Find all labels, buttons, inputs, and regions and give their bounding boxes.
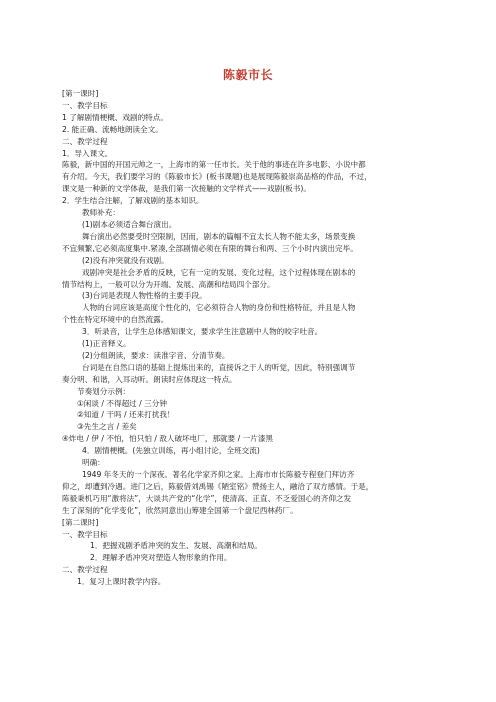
- text-line: 2. 能正确、流畅地朗读全文。: [62, 124, 163, 134]
- text-line: 生了深刻的“化学变化”，欣然同意出山筹建全国第一个盘尼西林药厂。: [62, 505, 298, 515]
- text-line: 2．学生结合注解，了解戏剧的基本知识。: [62, 196, 204, 206]
- text-line: ①闲谈 / 不得超过 / 三分钟: [77, 398, 167, 408]
- text-line: 二、教学过程: [62, 565, 108, 575]
- text-line: 情节结构上，一般可以分为开端、发展、高潮和结局四个部分。: [62, 279, 275, 289]
- text-line: 有介绍。今天，我们要学习的《陈毅市长》(板书课题)也是展现陈毅崇高品格的作品，不过，: [62, 172, 372, 182]
- text-line: ③先生之言 / 差矣: [77, 422, 137, 432]
- text-line: 2．理解矛盾冲突对塑造人物形象的作用。: [90, 553, 232, 563]
- document-body: [62, 88, 438, 588]
- text-line: 个性在特定环境中的自然流露。: [62, 315, 169, 325]
- text-line: 3．听录音，让学生总体感知课文，要求学生注意剧中人物的咬字吐音。: [82, 327, 323, 337]
- text-line: 人物的台词应该是高度个性化的，它必须符合人物的身份和性格特征，并且是人物: [82, 303, 356, 313]
- text-line: 奏分明、和谐，入耳动听。朗读时应体现这一特点。: [62, 374, 237, 384]
- text-line: 一、教学目标: [62, 100, 108, 110]
- text-line: 台词是在自然口语的基础上提炼出来的，直接诉之于人的听觉，因此，特别强调节: [82, 362, 356, 372]
- text-line: 舞台演出必然要受时空限制，因而，剧本的篇幅不宜太长人物不能太多，场景变换: [82, 231, 356, 241]
- text-line: (1)剧本必须适合舞台演出。: [82, 219, 177, 229]
- text-line: 1．复习上课时教学内容。: [77, 577, 166, 587]
- text-line: (2)没有冲突就没有戏剧。: [82, 255, 169, 265]
- text-line: 二、教学过程: [62, 136, 108, 146]
- text-line: 一、教学目标: [62, 529, 108, 539]
- text-line: ②知道 / 干吗 / 还来打扰我！: [77, 410, 175, 420]
- text-line: 教师补充：: [82, 208, 120, 218]
- text-line: 陈毅，新中国的开国元帅之一，上海市的第一任市长。关于他的事迹在许多电影、小说中都: [62, 160, 366, 170]
- text-line: 戏剧冲突是社会矛盾的反映，它有一定的发展、变化过程，这个过程体现在剧本的: [82, 267, 356, 277]
- text-line: 明确：: [82, 458, 105, 468]
- text-line: (3)台词是表现人物性格的主要手段。: [82, 291, 207, 301]
- text-line: 4．剧情梗概。(先独立训练，再小组讨论，全班交流): [82, 446, 260, 456]
- text-line: [第一课时]: [62, 89, 99, 98]
- text-line: 不宜频繁,它必须高度集中.紧凑,全部剧情必须在有限的舞台和两、三个小时内演出完毕。: [62, 243, 358, 253]
- text-line: 1．把握戏剧矛盾冲突的发生、发展、高潮和结局。: [90, 541, 262, 551]
- text-line: 1 了解剧情梗概、戏剧的特点。: [62, 112, 168, 122]
- page-title: 陈毅市长: [222, 68, 273, 82]
- text-line: 课文是一种新的文学体裁，是我们第一次接触的文学样式——戏剧(板书)。: [62, 184, 311, 194]
- text-line: 1．导入课文。: [62, 148, 113, 158]
- text-line: 1949 年冬天的一个深夜。著名化学家齐仰之家。上海市市长陈毅专程登门拜访齐: [82, 470, 355, 479]
- text-line: 节奏划分示例：: [77, 386, 131, 396]
- text-line: [第二课时]: [62, 517, 99, 527]
- text-line: ④炸电 / 伊 / 不怕，怕只怕 / 敌人破坏电厂，那就要 / 一片漆黑: [62, 434, 274, 444]
- text-line: 仰之，却遭到冷遇。进门之后，陈毅借刘禹锡《陋室铭》赞扬主人，融洽了双方感情。于是，: [62, 481, 374, 491]
- text-line: 陈毅秉机巧用“激将法”，大谈共产党的“化学”，使清高、正直、不乏爱国心的齐仰之发: [62, 493, 352, 503]
- text-line: (2)分组朗读，要求：读准字音、分清节奏。: [82, 350, 230, 360]
- text-line: (1)正音释义。: [82, 339, 131, 349]
